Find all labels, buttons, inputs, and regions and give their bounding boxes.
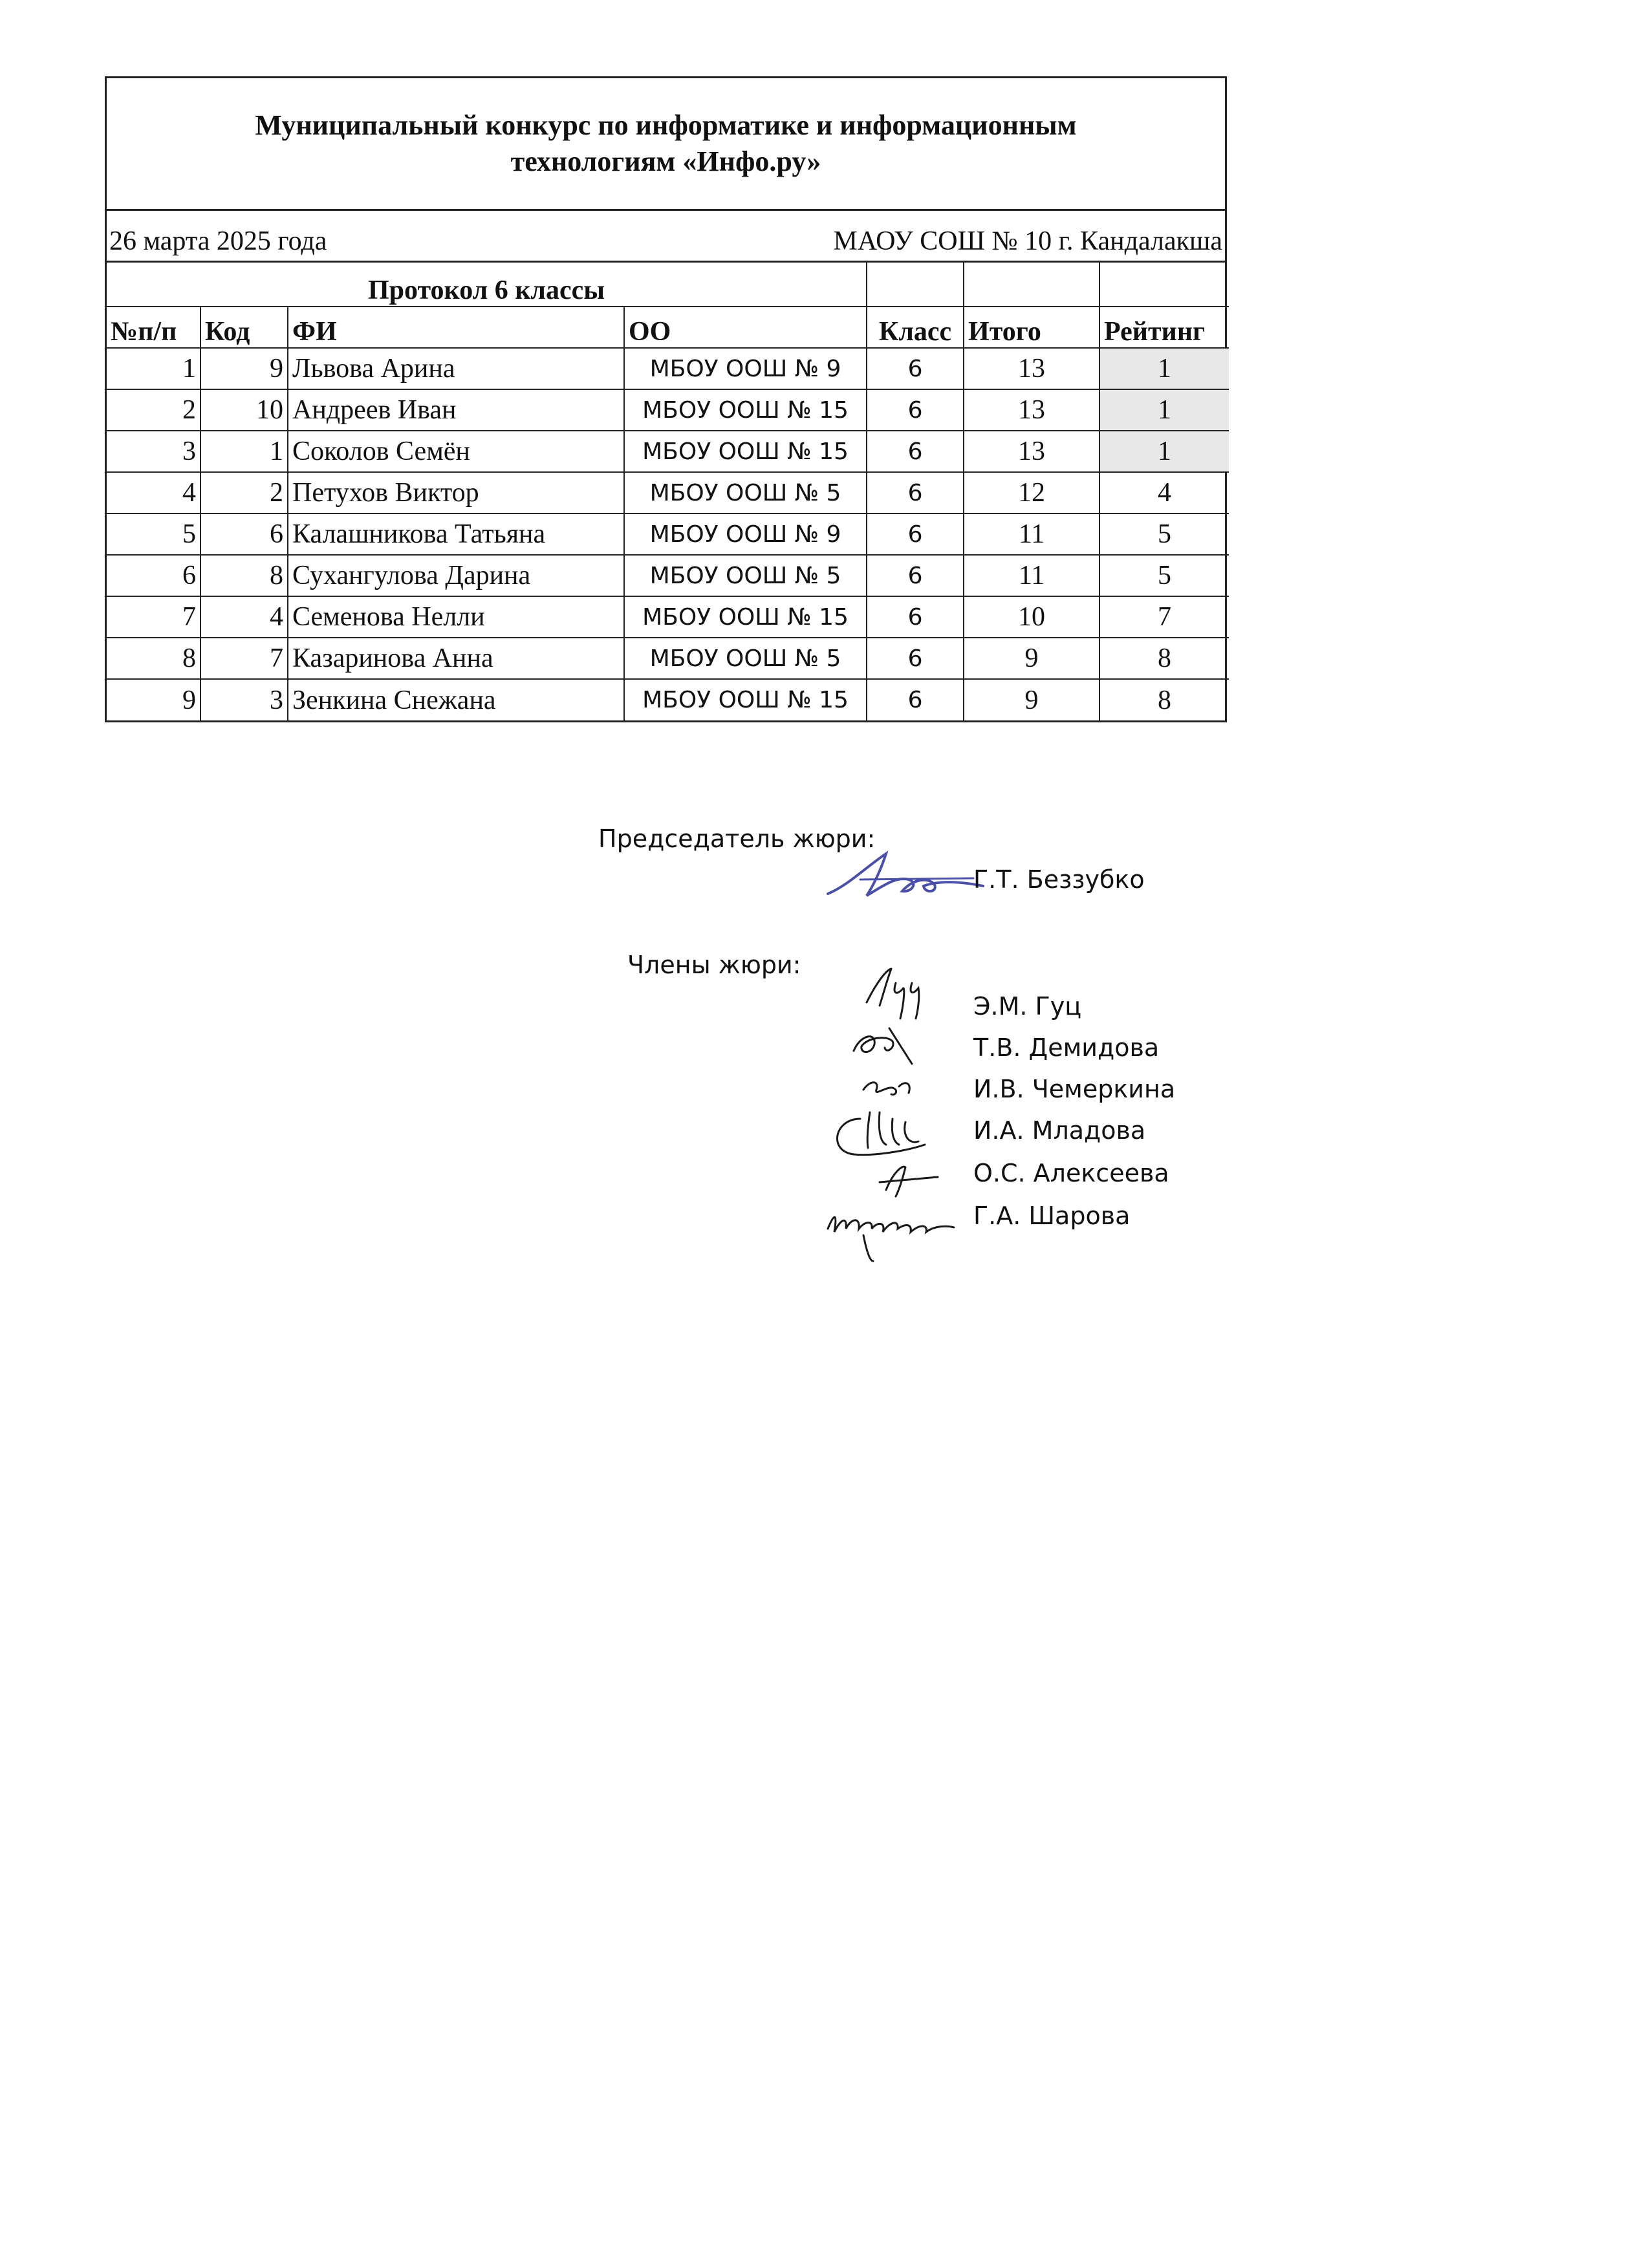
- results-body: [107, 348, 1229, 720]
- col-header-number: №п/п: [107, 307, 200, 348]
- contest-date: 26 марта 2025 года: [109, 226, 327, 256]
- cell-number: 7: [107, 596, 200, 638]
- cell-name: Калашникова Татьяна: [288, 513, 624, 555]
- cell-number: 6: [107, 555, 200, 596]
- table-row: [107, 638, 1229, 679]
- cell-class: 6: [867, 431, 964, 472]
- cell-rating: 1: [1099, 389, 1229, 431]
- cell-number: 2: [107, 389, 200, 431]
- cell-name: Казаринова Анна: [288, 638, 624, 679]
- cell-school: МБОУ ООШ № 9: [624, 513, 867, 555]
- cell-total: 13: [964, 431, 1099, 472]
- cell-code: 10: [200, 389, 288, 431]
- chair-name: Г.Т. Беззубко: [973, 865, 1145, 894]
- cell-class: 6: [867, 555, 964, 596]
- chair-label: Председатель жюри:: [598, 825, 876, 853]
- cell-number: 4: [107, 472, 200, 513]
- member-2: Т.В. Демидова: [973, 1033, 1160, 1062]
- cell-name: Андреев Иван: [288, 389, 624, 431]
- member-4: И.А. Младова: [973, 1116, 1146, 1145]
- cell-total: 13: [964, 389, 1099, 431]
- cell-class: 6: [867, 472, 964, 513]
- cell-class: 6: [867, 596, 964, 638]
- cell-code: 6: [200, 513, 288, 555]
- cell-name: Петухов Виктор: [288, 472, 624, 513]
- cell-school: МБОУ ООШ № 15: [624, 679, 867, 720]
- cell-number: 9: [107, 679, 200, 720]
- host-school: МАОУ СОШ № 10 г. Кандалакша: [833, 226, 1222, 256]
- cell-name: Соколов Семён: [288, 431, 624, 472]
- members-label: Члены жюри:: [627, 951, 801, 979]
- cell-name: Львова Арина: [288, 348, 624, 389]
- cell-rating: 4: [1099, 472, 1229, 513]
- table-row: [107, 596, 1229, 638]
- cell-school: МБОУ ООШ № 5: [624, 638, 867, 679]
- cell-code: 2: [200, 472, 288, 513]
- cell-total: 10: [964, 596, 1099, 638]
- cell-code: 3: [200, 679, 288, 720]
- cell-rating: 5: [1099, 513, 1229, 555]
- table-row: [107, 679, 1229, 720]
- cell-rating: 8: [1099, 638, 1229, 679]
- title-line-2: технологиям «Инфо.ру»: [510, 146, 821, 177]
- table-row: [107, 431, 1229, 472]
- cell-school: МБОУ ООШ № 15: [624, 596, 867, 638]
- col-header-class: Класс: [867, 307, 964, 348]
- cell-total: 13: [964, 348, 1099, 389]
- cell-school: МБОУ ООШ № 15: [624, 431, 867, 472]
- caption-row: [107, 263, 1229, 307]
- cell-rating: 8: [1099, 679, 1229, 720]
- cell-name: Зенкина Снежана: [288, 679, 624, 720]
- cell-school: МБОУ ООШ № 5: [624, 472, 867, 513]
- member-1: Э.М. Гуц: [973, 992, 1082, 1021]
- cell-code: 1: [200, 431, 288, 472]
- protocol-table: [105, 76, 1227, 722]
- members-signatures: [815, 957, 983, 1280]
- contest-title: [107, 78, 1225, 211]
- col-header-code: Код: [200, 307, 288, 348]
- cell-name: Сухангулова Дарина: [288, 555, 624, 596]
- table-row: [107, 472, 1229, 513]
- table-row: [107, 348, 1229, 389]
- col-header-rating: Рейтинг: [1099, 307, 1229, 348]
- cell-name: Семенова Нелли: [288, 596, 624, 638]
- header-row: [107, 307, 1229, 348]
- cell-class: 6: [867, 348, 964, 389]
- results-table: [107, 263, 1229, 720]
- member-6: Г.А. Шарова: [973, 1202, 1131, 1230]
- cell-total: 9: [964, 679, 1099, 720]
- cell-class: 6: [867, 638, 964, 679]
- cell-school: МБОУ ООШ № 9: [624, 348, 867, 389]
- info-row: [107, 211, 1225, 263]
- table-row: [107, 555, 1229, 596]
- cell-school: МБОУ ООШ № 15: [624, 389, 867, 431]
- col-header-name: ФИ: [288, 307, 624, 348]
- cell-total: 12: [964, 472, 1099, 513]
- cell-rating: 7: [1099, 596, 1229, 638]
- cell-number: 5: [107, 513, 200, 555]
- cell-rating: 5: [1099, 555, 1229, 596]
- cell-class: 6: [867, 679, 964, 720]
- cell-school: МБОУ ООШ № 5: [624, 555, 867, 596]
- member-3: И.В. Чемеркина: [973, 1075, 1176, 1103]
- cell-number: 1: [107, 348, 200, 389]
- col-header-school: ОО: [624, 307, 867, 348]
- cell-rating: 1: [1099, 431, 1229, 472]
- member-5: О.С. Алексеева: [973, 1159, 1169, 1187]
- cell-rating: 1: [1099, 348, 1229, 389]
- cell-total: 11: [964, 513, 1099, 555]
- chair-signature: [821, 841, 990, 905]
- cell-class: 6: [867, 389, 964, 431]
- title-line-1: Муниципальный конкурс по информатике и информационным: [255, 109, 1077, 141]
- protocol-caption: Протокол 6 классы: [107, 263, 867, 307]
- cell-code: 7: [200, 638, 288, 679]
- cell-number: 3: [107, 431, 200, 472]
- cell-total: 9: [964, 638, 1099, 679]
- table-row: [107, 389, 1229, 431]
- table-row: [107, 513, 1229, 555]
- cell-code: 9: [200, 348, 288, 389]
- col-header-total: Итого: [964, 307, 1099, 348]
- cell-class: 6: [867, 513, 964, 555]
- cell-code: 8: [200, 555, 288, 596]
- cell-code: 4: [200, 596, 288, 638]
- cell-number: 8: [107, 638, 200, 679]
- cell-total: 11: [964, 555, 1099, 596]
